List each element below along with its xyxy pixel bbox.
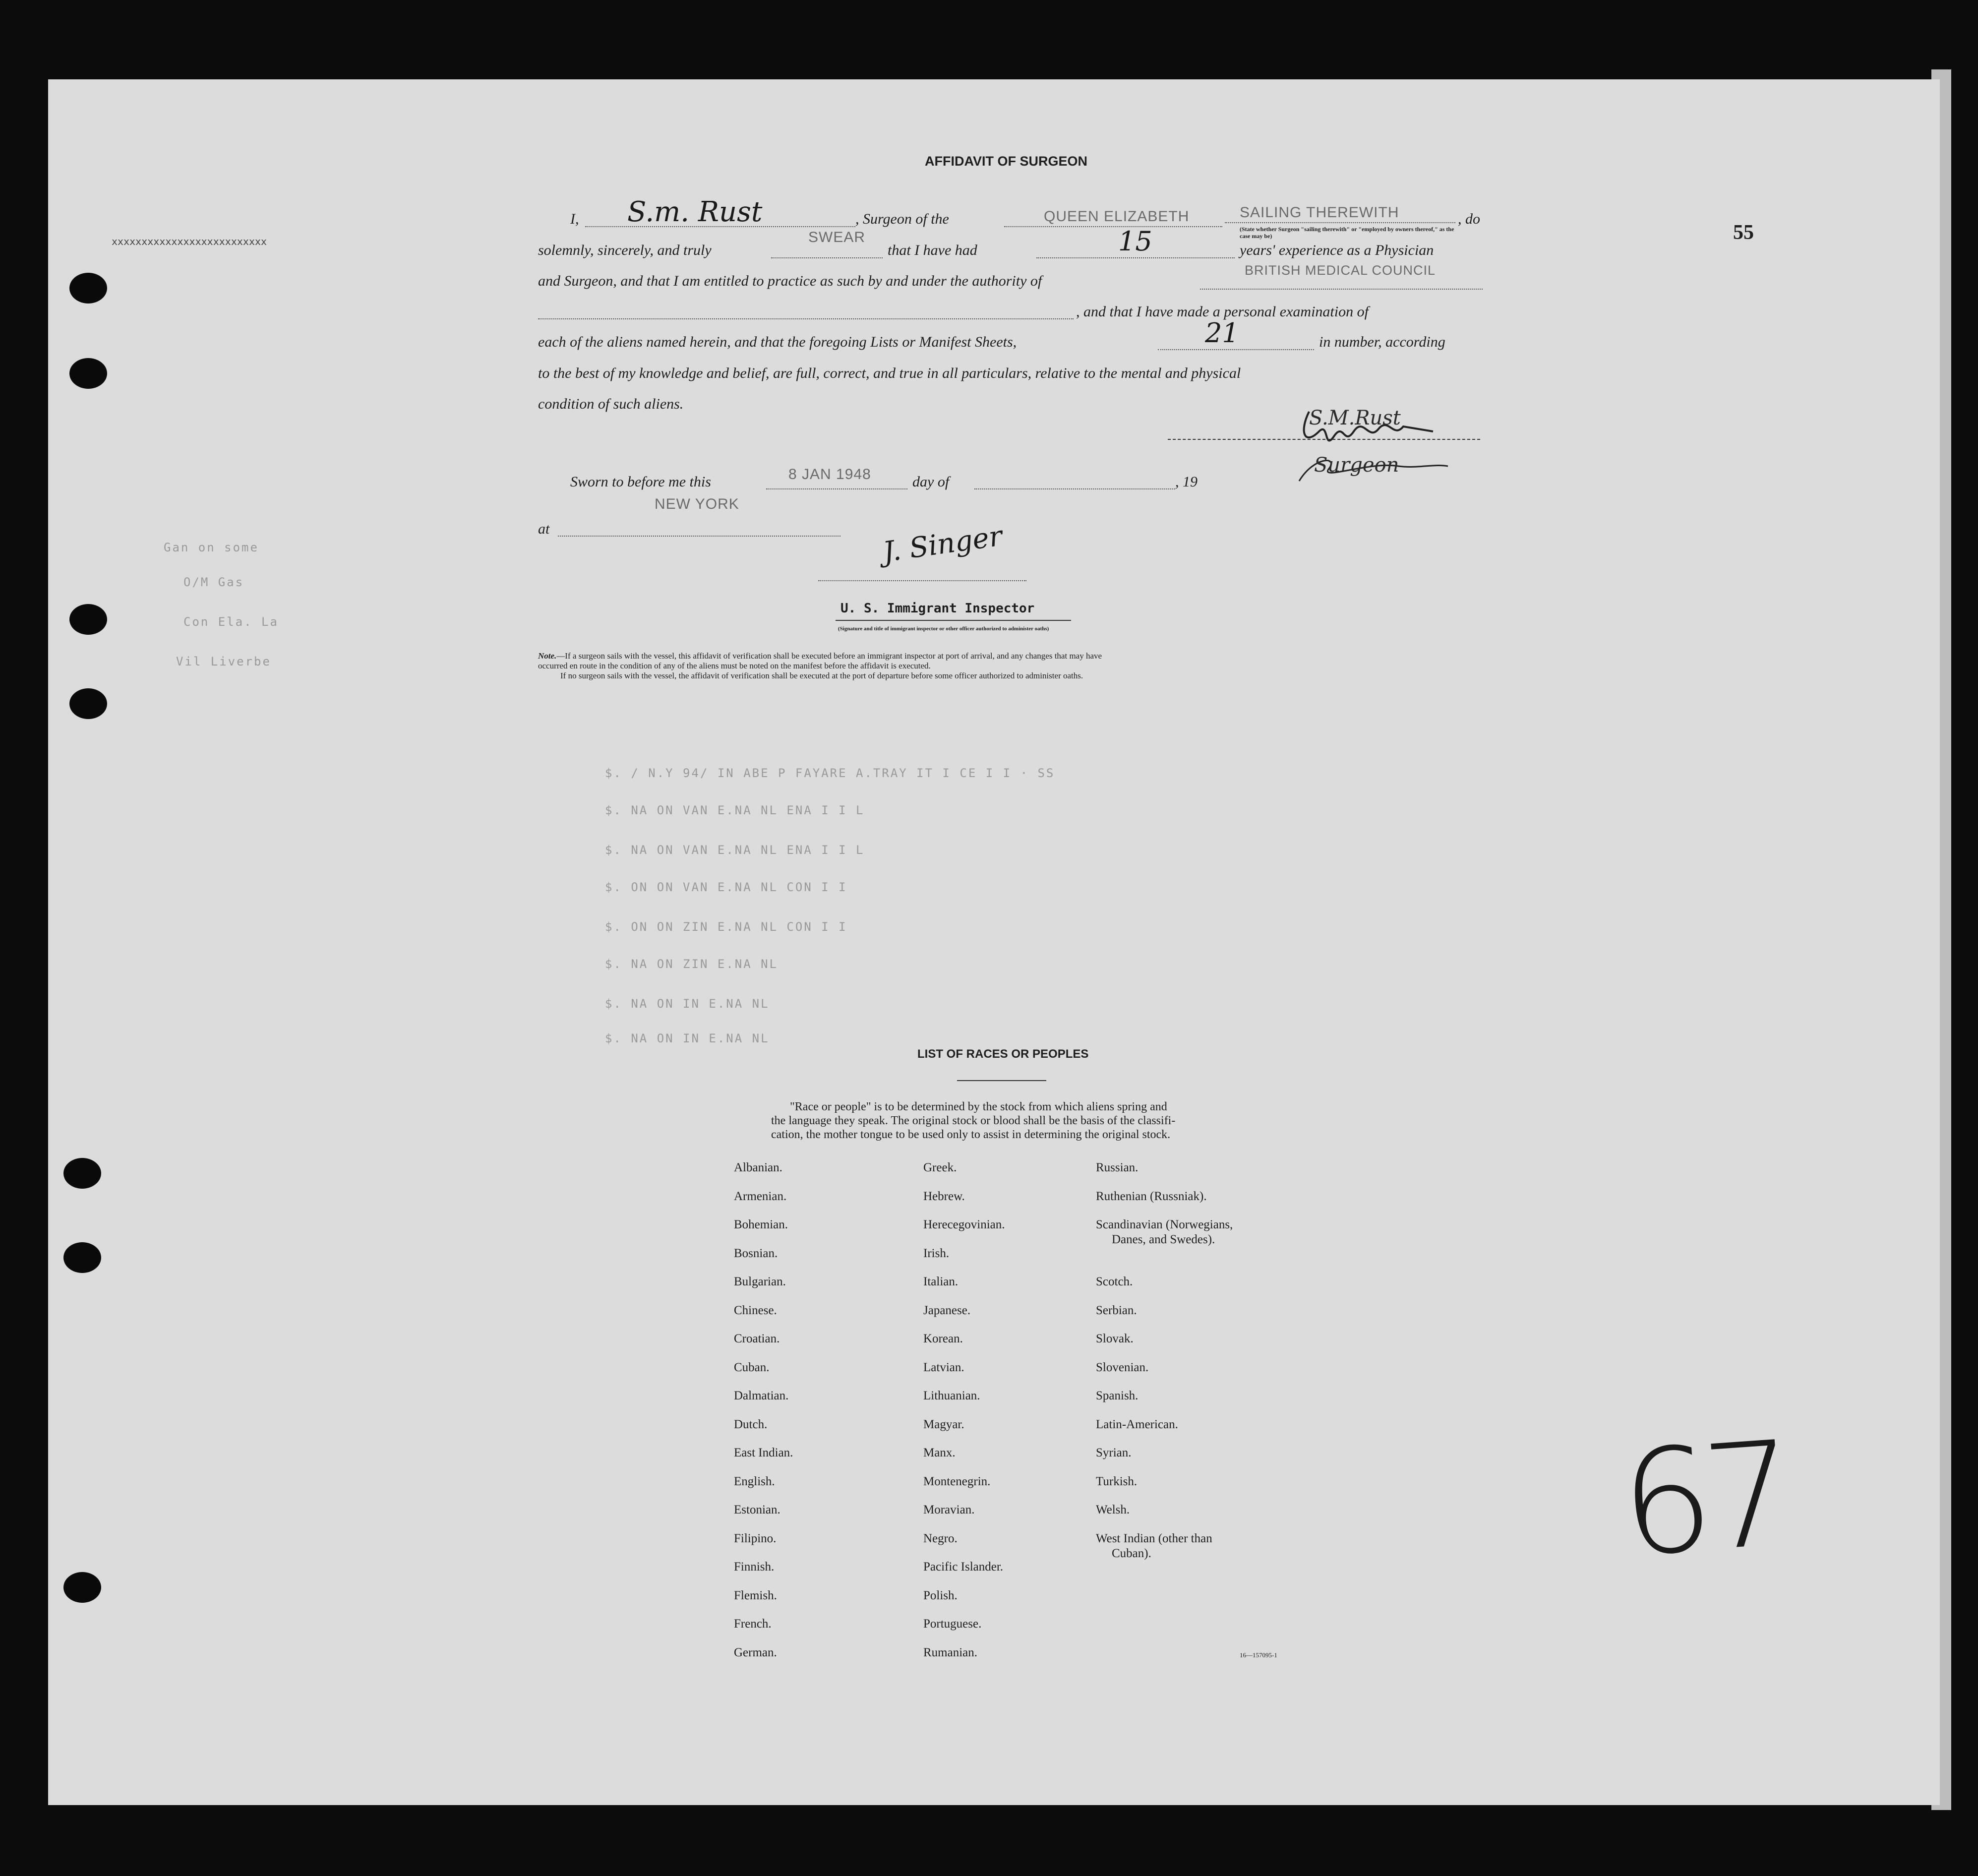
surgeon-name: S.m. Rust	[627, 196, 763, 228]
races-title: LIST OF RACES OR PEOPLES	[917, 1047, 1089, 1061]
race-item: Polish.	[923, 1588, 958, 1602]
race-item: Dalmatian.	[734, 1389, 789, 1402]
page-number: 55	[1733, 221, 1754, 244]
race-item: German.	[734, 1645, 777, 1659]
note-label: Note.	[538, 651, 557, 661]
race-item: Scotch.	[1096, 1275, 1133, 1288]
punch-hole	[69, 273, 107, 303]
race-item: Japanese.	[923, 1303, 971, 1317]
punch-hole	[69, 604, 107, 635]
race-item: Negro.	[923, 1531, 958, 1545]
race-item: Flemish.	[734, 1588, 777, 1602]
race-item: Rumanian.	[923, 1645, 978, 1659]
ship-name-line	[1004, 226, 1222, 227]
sworn-date-line	[766, 488, 907, 489]
race-item: English.	[734, 1474, 775, 1488]
race-item: Lithuanian.	[923, 1389, 980, 1402]
races-intro-line: "Race or people" is to be determined by the stock from which aliens spring and	[790, 1100, 1167, 1113]
race-item: Syrian.	[1096, 1446, 1132, 1459]
sworn-date: 8 JAN 1948	[788, 466, 871, 483]
sheet-count: 21	[1205, 317, 1239, 349]
sworn-place: NEW YORK	[655, 496, 739, 512]
affidavit-title: AFFIDAVIT OF SURGEON	[925, 154, 1087, 169]
race-item: Cuban.	[734, 1360, 770, 1374]
authority-line	[1200, 289, 1483, 290]
race-item: Serbian.	[1096, 1303, 1137, 1317]
inspector-signature: J. Singer	[881, 520, 1005, 569]
races-intro-line: the language they speak. The original stock or blood shall be the basis of the classifi-	[771, 1114, 1176, 1127]
race-item: Armenian.	[734, 1189, 787, 1203]
at-label: at	[538, 521, 550, 537]
races-intro	[771, 1100, 1175, 1142]
line5-prefix: each of the aliens named herein, and that the foregoing Lists or Manifest Sheets,	[538, 334, 1017, 350]
line3-prefix: and Surgeon, and that I am entitled to practice as such by and under the authority of	[538, 273, 1042, 289]
race-item: Chinese.	[734, 1303, 777, 1317]
line1-mid: , Surgeon of the	[855, 211, 949, 227]
sworn-month-line	[974, 488, 1175, 489]
race-item-line: Cuban).	[1112, 1546, 1151, 1560]
race-item	[1096, 1531, 1233, 1571]
race-item: Welsh.	[1096, 1503, 1130, 1516]
surgeon-signature-title: Surgeon	[1314, 454, 1399, 477]
punch-hole	[69, 358, 107, 389]
race-item: Herecegovinian.	[923, 1218, 1005, 1231]
note-line1: —If a surgeon sails with the vessel, this affidavit of verification shall be executed before an immigrant inspector at port of arrival, and any changes that may have	[556, 651, 1102, 661]
punch-hole	[63, 1242, 101, 1273]
races-intro-line: cation, the mother tongue to be used only to assist in determining the original stock.	[771, 1128, 1171, 1141]
sworn-prefix: Sworn to before me this	[570, 474, 711, 490]
race-item: Turkish.	[1096, 1474, 1138, 1488]
race-item-line: West Indian (other than	[1096, 1531, 1212, 1545]
authority: BRITISH MEDICAL COUNCIL	[1245, 263, 1436, 278]
race-item: Manx.	[923, 1446, 956, 1459]
authority-cont-line	[538, 318, 1074, 319]
oath-word-line	[771, 257, 883, 258]
race-item: Greek.	[923, 1161, 957, 1174]
ship-name: QUEEN ELIZABETH	[1044, 208, 1190, 225]
race-item: Bosnian.	[734, 1246, 778, 1260]
race-item: Magyar.	[923, 1417, 964, 1431]
surgeon-signature: S.M.Rust	[1309, 407, 1401, 429]
status-note-text: (State whether Surgeon "sailing therewith" or "employed by owners thereof," as the case may be)	[1240, 226, 1454, 240]
line5-suffix: in number, according	[1319, 334, 1445, 350]
race-item: Ruthenian (Russniak).	[1096, 1189, 1207, 1203]
inspector-stamp-rule	[836, 620, 1071, 621]
line1-prefix: I,	[570, 211, 579, 227]
races-col1	[734, 1160, 793, 1674]
inspector-stamp: U. S. Immigrant Inspector	[840, 601, 1035, 616]
note-line3: If no surgeon sails with the vessel, the affidavit of verification shall be executed at the port of departure before some officer authorized to administer oaths.	[560, 671, 1083, 680]
sailing-status-line	[1225, 222, 1455, 223]
handwritten-number-text: 67	[1616, 1410, 1791, 1589]
years: 15	[1118, 226, 1152, 257]
race-item: Hebrew.	[923, 1189, 965, 1203]
race-item: Slovak.	[1096, 1332, 1134, 1345]
line2-mid: that I have had	[888, 242, 977, 258]
surgeon-signature-line	[1168, 439, 1480, 440]
race-item: Albanian.	[734, 1161, 782, 1174]
sheet-count-line	[1158, 349, 1314, 350]
race-item: Finnish.	[734, 1560, 775, 1573]
note-line2: occurred en route in the condition of any of the aliens must be noted on the manifest before the affidavit is executed.	[538, 661, 931, 670]
race-item: Croatian.	[734, 1332, 780, 1345]
race-item: Dutch.	[734, 1417, 768, 1431]
line2-prefix: solemnly, sincerely, and truly	[538, 242, 712, 258]
sworn-day-of: day of	[912, 474, 950, 490]
line2-suffix: years' experience as a Physician	[1240, 242, 1434, 258]
handwritten-number	[1616, 1410, 1791, 1589]
race-item: Spanish.	[1096, 1389, 1139, 1402]
race-item: Latin-American.	[1096, 1417, 1178, 1431]
race-item: Estonian.	[734, 1503, 780, 1516]
race-item: Pacific Islander.	[923, 1560, 1004, 1573]
race-item: Filipino.	[734, 1531, 777, 1545]
sailing-status: SAILING THEREWITH	[1240, 204, 1399, 221]
race-item: Irish.	[923, 1246, 950, 1260]
race-item: Slovenian.	[1096, 1360, 1149, 1374]
sworn-year-prefix: , 19	[1175, 474, 1198, 490]
note	[538, 651, 1102, 681]
line6: to the best of my knowledge and belief, are full, correct, and true in all particulars, relative to the mental and physical	[538, 365, 1241, 381]
line4: , and that I have made a personal examination of	[1076, 303, 1369, 320]
race-item: Bulgarian.	[734, 1275, 786, 1288]
races-col2	[923, 1160, 1005, 1674]
years-line	[1036, 257, 1235, 258]
race-item: French.	[734, 1617, 772, 1631]
race-item: Latvian.	[923, 1360, 964, 1374]
race-item: Italian.	[923, 1275, 959, 1288]
race-item	[1096, 1217, 1233, 1274]
punch-hole	[69, 688, 107, 719]
line7: condition of such aliens.	[538, 396, 684, 412]
surgeon-name-line	[585, 226, 855, 227]
races-title-rule	[957, 1080, 1046, 1081]
line1-suffix: , do	[1458, 211, 1480, 227]
race-item: Moravian.	[923, 1503, 975, 1516]
at-line	[558, 536, 840, 537]
race-item: Korean.	[923, 1332, 963, 1345]
punch-hole	[63, 1572, 101, 1603]
punch-hole	[63, 1158, 101, 1189]
inspector-caption: (Signature and title of immigrant inspector or other officer authorized to administer oaths)	[838, 626, 1049, 632]
race-item-line: Scandinavian (Norwegians,	[1096, 1218, 1233, 1231]
inspector-signature-line	[818, 580, 1026, 581]
race-item: Montenegrin.	[923, 1474, 991, 1488]
race-item: Bohemian.	[734, 1218, 788, 1231]
race-item-line: Danes, and Swedes).	[1112, 1233, 1215, 1246]
race-item: Portuguese.	[923, 1617, 982, 1631]
edge-marks: xxxxxxxxxxxxxxxxxxxxxxxxxx	[112, 236, 267, 247]
oath-word: SWEAR	[808, 229, 866, 245]
races-col3	[1096, 1160, 1233, 1571]
race-item: Russian.	[1096, 1161, 1139, 1174]
race-item: East Indian.	[734, 1446, 793, 1459]
form-number: 16—157095-1	[1240, 1651, 1277, 1659]
status-note	[1240, 226, 1458, 240]
